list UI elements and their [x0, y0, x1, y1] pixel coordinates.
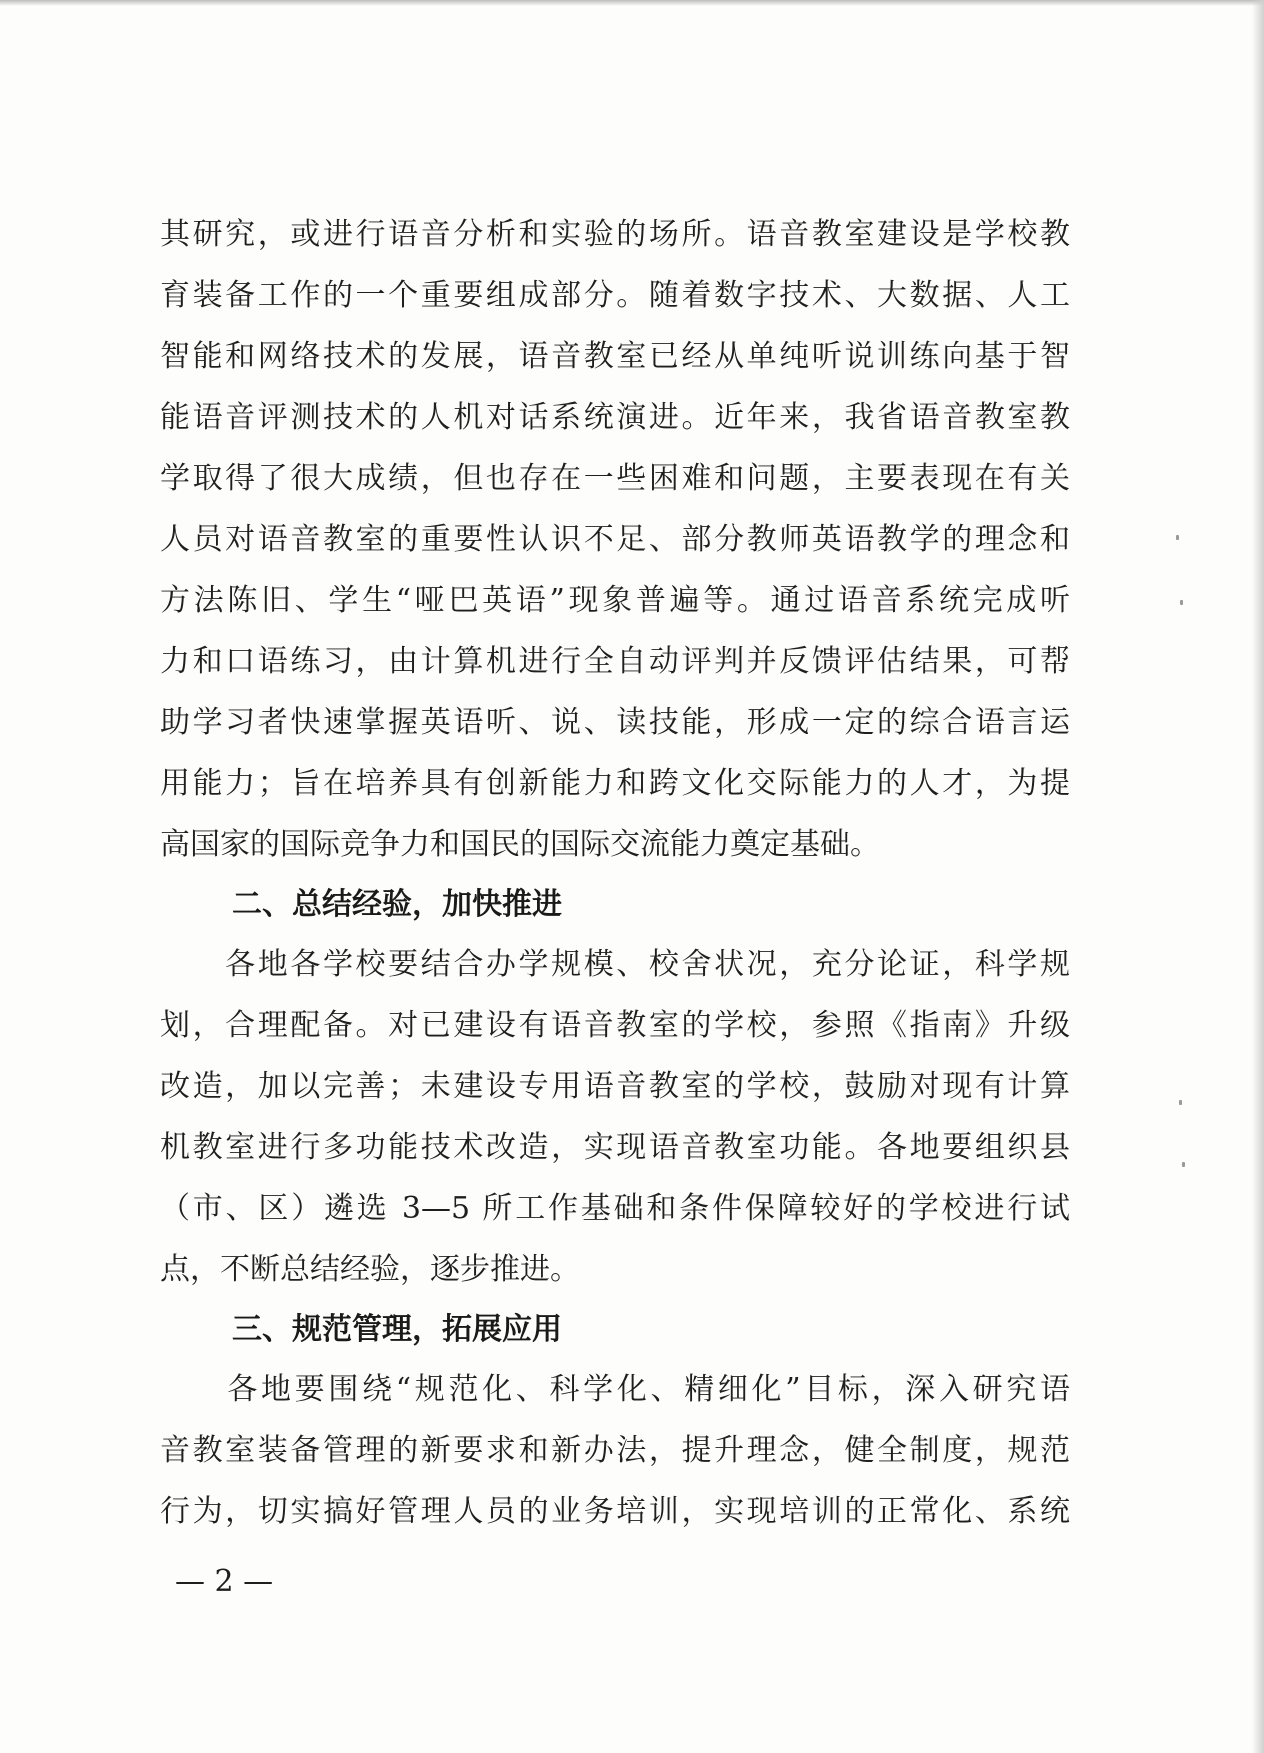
paragraph-line: 各地各学校要结合办学规模、校舍状况，充分论证，科学规: [160, 947, 1070, 982]
scan-top-edge: [0, 0, 1264, 6]
paragraph-line: 助学习者快速掌握英语听、说、读技能，形成一定的综合语言运: [160, 705, 1070, 740]
paragraph-line: 学取得了很大成绩，但也存在一些困难和问题，主要表现在有关: [160, 461, 1070, 496]
paragraph-line: 用能力；旨在培养具有创新能力和跨文化交际能力的人才，为提: [160, 766, 1070, 801]
paragraph-line: 划，合理配备。对已建设有语音教室的学校，参照《指南》升级: [160, 1008, 1070, 1043]
paragraph-line: 高国家的国际竞争力和国民的国际交流能力奠定基础。: [160, 827, 880, 862]
paragraph-line: 智能和网络技术的发展，语音教室已经从单纯听说训练向基于智: [160, 339, 1070, 374]
paragraph-line: 改造，加以完善；未建设专用语音教室的学校，鼓励对现有计算: [160, 1069, 1070, 1104]
paragraph-line: 各地要围绕“规范化、科学化、精细化”目标，深入研究语: [160, 1372, 1070, 1407]
section-heading: 二、总结经验，加快推进: [232, 887, 562, 922]
paragraph-line: （市、区）遴选 3—5 所工作基础和条件保障较好的学校进行试: [160, 1191, 1070, 1226]
scan-speck: [1182, 1162, 1185, 1167]
paragraph-line: 能语音评测技术的人机对话系统演进。近年来，我省语音教室教: [160, 400, 1070, 435]
paragraph-line: 力和口语练习，由计算机进行全自动评判并反馈评估结果，可帮: [160, 644, 1070, 679]
scan-speck: [1180, 600, 1183, 605]
paragraph-line: 其研究，或进行语音分析和实验的场所。语音教室建设是学校教: [160, 217, 1070, 252]
paragraph-line: 方法陈旧、学生“哑巴英语”现象普遍等。通过语音系统完成听: [160, 583, 1070, 618]
paragraph-line: 行为，切实搞好管理人员的业务培训，实现培训的正常化、系统: [160, 1494, 1070, 1529]
paragraph-line: 育装备工作的一个重要组成部分。随着数字技术、大数据、人工: [160, 278, 1070, 313]
paragraph-line: 机教室进行多功能技术改造，实现语音教室功能。各地要组织县: [160, 1130, 1070, 1165]
section-heading: 三、规范管理，拓展应用: [232, 1312, 562, 1347]
paragraph-line: 音教室装备管理的新要求和新办法，提升理念，健全制度，规范: [160, 1433, 1070, 1468]
paragraph-line: 人员对语音教室的重要性认识不足、部分教师英语教学的理念和: [160, 522, 1070, 557]
scan-speck: [1179, 1100, 1182, 1105]
scan-right-edge: [1252, 0, 1264, 1753]
page-number: — 2 —: [175, 1564, 274, 1599]
scan-speck: [1176, 535, 1179, 540]
paragraph-line: 点，不断总结经验，逐步推进。: [160, 1252, 580, 1287]
